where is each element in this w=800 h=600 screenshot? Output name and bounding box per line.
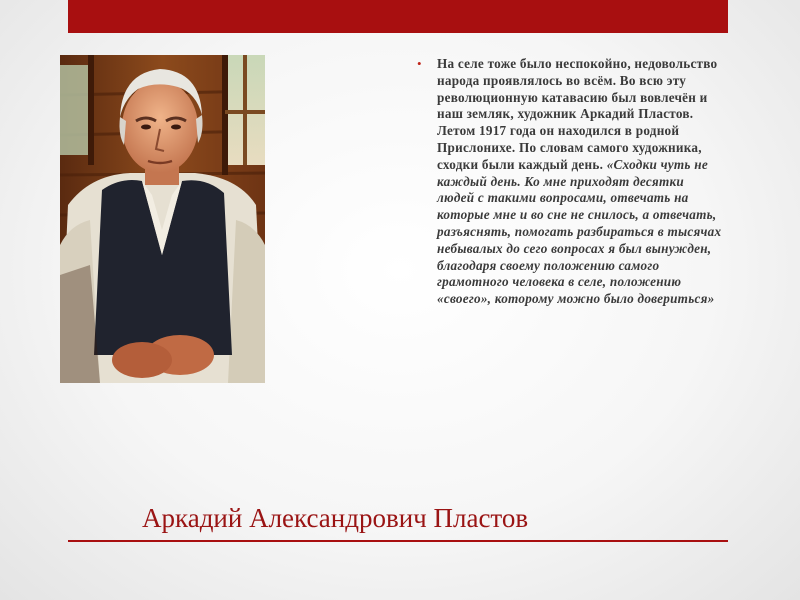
- text-block: [418, 56, 723, 308]
- bottom-rule: [68, 540, 728, 542]
- paragraph-narrative: На селе тоже было неспокойно, недовольство народа проявлялось во всём. Во всю эту революционную катавасию был вовлечён и наш земляк, художник Аркадий Пластов. Летом 1917 года он находился в родной Прислонихе. По словам самого художника, сходки были каждый день.: [437, 56, 718, 172]
- body-paragraph: [437, 56, 723, 308]
- portrait-image: [60, 55, 265, 383]
- top-accent-bar: [68, 0, 728, 33]
- bullet-marker: •: [417, 56, 422, 71]
- paragraph-quote: «Сходки чуть не каждый день. Ко мне приходят десятки людей с такими вопросами, отвечать на которые мне и во сне не снилось, а отвечать, разъяснять, помогать разбираться в тысячах небывалых до сего вопросах я был вынужден, благодаря своему положению самого грамотного человека в селе, положению «своего», которому можно было довериться»: [437, 156, 722, 307]
- slide-caption: Аркадий Александрович Пластов: [142, 503, 529, 533]
